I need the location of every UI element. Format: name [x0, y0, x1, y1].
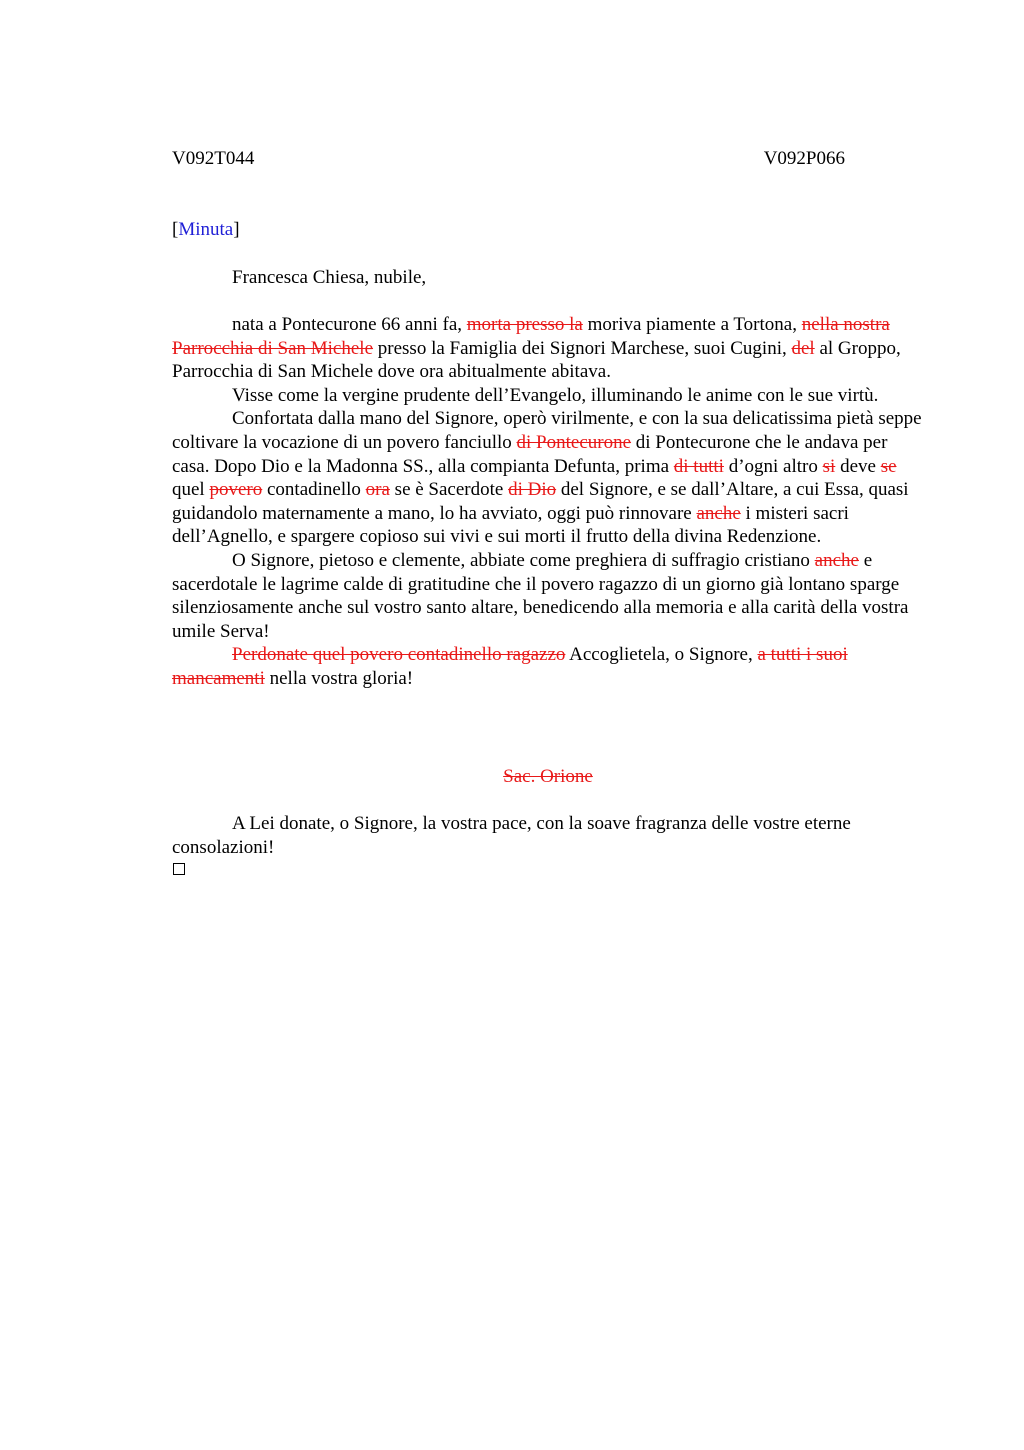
body-text	[172, 313, 924, 691]
paragraph-text: nata a Pontecurone 66 anni fa,	[232, 314, 467, 335]
label-text: Minuta	[178, 219, 234, 240]
paragraph-text: di Pontecurone che le andava per casa. Dopo Dio e la Madonna SS., alla compianta Defunta, prima	[172, 431, 888, 477]
label-open-bracket: [	[172, 219, 179, 240]
deleted-text: anche	[814, 549, 859, 571]
paragraph-text: al Groppo, Parrocchia di San Michele dove ora abitualmente abitava.	[172, 337, 901, 383]
paragraph-text: i misteri sacri dell’Agnello, e spargere copioso sui vivi e sui morti il frutto della divina Redenzione.	[172, 502, 849, 548]
paragraph	[172, 384, 924, 408]
deleted-text: di Pontecurone	[516, 431, 632, 453]
deleted-text: se	[880, 455, 897, 477]
draft-label	[172, 218, 240, 242]
paragraph-text: presso la Famiglia dei Signori Marchese, suoi Cugini,	[373, 337, 792, 359]
paragraph-text: deve	[835, 455, 881, 477]
deleted-text: Perdonate quel povero contadinello ragazzo	[232, 644, 566, 666]
paragraph	[172, 643, 924, 690]
paragraph-text: Confortata dalla mano del Signore, operò virilmente, e con la sua delicatissima pietà seppe coltivare la vocazione di un povero fanciullo	[172, 408, 922, 453]
deleted-text: a tutti i suoi mancamenti	[172, 644, 848, 689]
paragraph-text: Accoglietela, o Signore,	[565, 644, 758, 666]
paragraph-text: del Signore, e se dall’Altare, a cui Essa, quasi guidandolo maternamente a mano, lo ha avviato, oggi può rinnovare	[172, 479, 909, 524]
code-left: V092T044	[172, 148, 255, 169]
deleted-text: di tutti	[673, 455, 724, 477]
deleted-text: ora	[365, 479, 390, 501]
deleted-text: del	[791, 337, 815, 359]
paragraph-text: e sacerdotale le lagrime calde di gratitudine che il povero ragazzo di un giorno già lontano sparge silenziosamente anche sul vostro santo altare, benedicendo alla memoria e alla carità della vostra umile Serva!	[172, 549, 909, 642]
opening-line: Francesca Chiesa, nubile,	[232, 267, 427, 288]
deleted-text: di Dio	[508, 479, 557, 501]
signature	[172, 765, 924, 789]
paragraph-text: moriva piamente a Tortona,	[582, 314, 802, 335]
paragraph-text: Visse come la vergine prudente dell’Evangelo, illuminando le anime con le sue virtù.	[232, 384, 879, 406]
closing-paragraph: A Lei donate, o Signore, la vostra pace, con la soave fragranza delle vostre eterne consolazioni!	[172, 813, 851, 858]
deleted-text: si	[822, 455, 836, 477]
paragraph	[172, 549, 924, 643]
paragraph-text: contadinello	[262, 479, 366, 501]
paragraph-text: quel	[172, 479, 210, 501]
deleted-text: anche	[696, 502, 741, 524]
deleted-text: nella nostra Parrocchia di San Michele	[172, 314, 890, 359]
document-codes	[172, 147, 845, 171]
paragraph-text: se è Sacerdote	[389, 479, 509, 501]
label-close-bracket: ]	[233, 219, 240, 240]
paragraph-text: nella vostra gloria!	[264, 667, 414, 689]
paragraph	[172, 407, 924, 549]
end-mark-box	[173, 863, 185, 875]
signature-deleted: Sac. Orione	[503, 766, 593, 787]
paragraph-text: d’ogni altro	[723, 455, 823, 477]
paragraph	[172, 313, 924, 384]
code-right: V092P066	[763, 148, 845, 169]
deleted-text: povero	[209, 479, 263, 501]
deleted-text: morta presso la	[466, 314, 583, 335]
paragraph-text: O Signore, pietoso e clemente, abbiate come preghiera di suffragio cristiano	[232, 549, 815, 571]
